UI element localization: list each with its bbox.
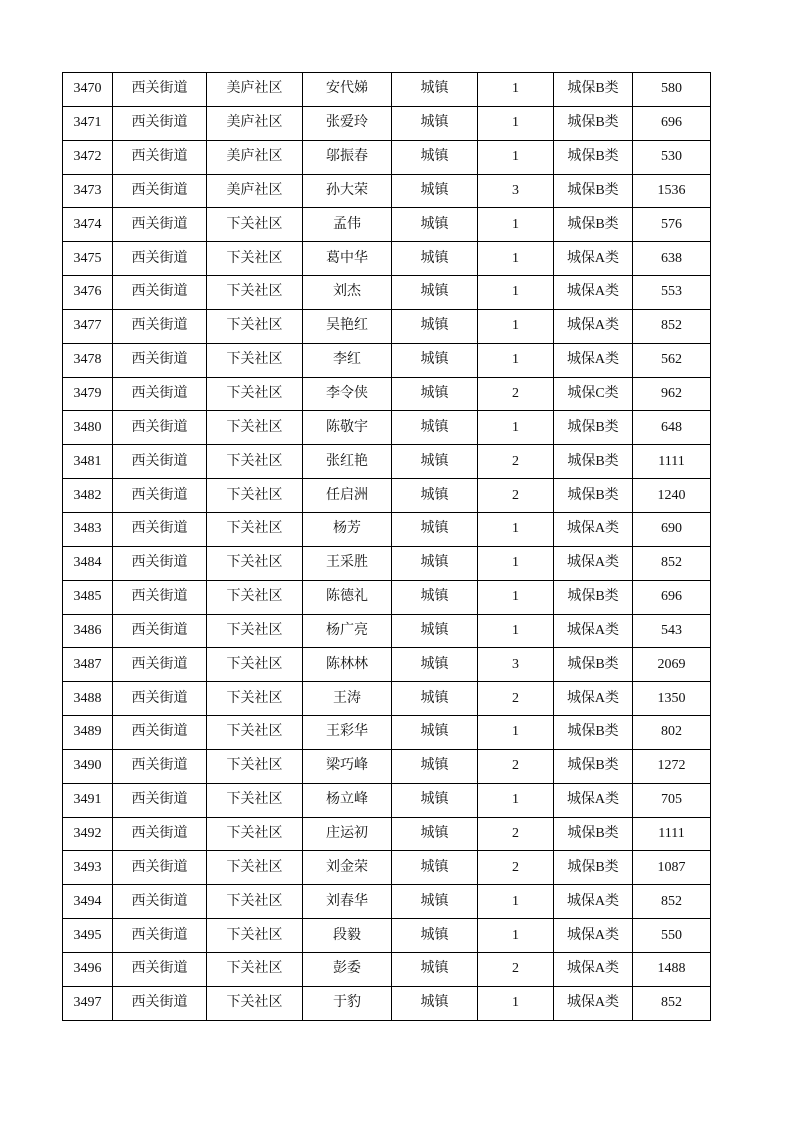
cell-household-type: 城镇	[392, 919, 478, 953]
cell-row-id: 3475	[63, 242, 113, 276]
cell-amount: 562	[633, 343, 711, 377]
cell-category: 城保A类	[554, 614, 633, 648]
cell-community: 下关社区	[207, 885, 303, 919]
table-row	[63, 343, 711, 377]
cell-person-count: 1	[478, 580, 554, 614]
cell-name: 彭委	[303, 952, 392, 986]
cell-community: 美庐社区	[207, 174, 303, 208]
cell-row-id: 3477	[63, 309, 113, 343]
table-row	[63, 106, 711, 140]
cell-community: 下关社区	[207, 682, 303, 716]
table-row	[63, 682, 711, 716]
cell-household-type: 城镇	[392, 276, 478, 310]
cell-community: 美庐社区	[207, 73, 303, 107]
cell-household-type: 城镇	[392, 648, 478, 682]
cell-row-id: 3488	[63, 682, 113, 716]
cell-street: 西关街道	[113, 411, 207, 445]
cell-person-count: 1	[478, 546, 554, 580]
cell-amount: 580	[633, 73, 711, 107]
cell-street: 西关街道	[113, 512, 207, 546]
cell-community: 下关社区	[207, 851, 303, 885]
cell-category: 城保C类	[554, 377, 633, 411]
cell-name: 王涛	[303, 682, 392, 716]
cell-community: 下关社区	[207, 479, 303, 513]
cell-category: 城保B类	[554, 648, 633, 682]
cell-street: 西关街道	[113, 309, 207, 343]
cell-name: 王彩华	[303, 716, 392, 750]
cell-category: 城保A类	[554, 546, 633, 580]
cell-household-type: 城镇	[392, 445, 478, 479]
cell-person-count: 1	[478, 783, 554, 817]
cell-street: 西关街道	[113, 986, 207, 1020]
cell-row-id: 3470	[63, 73, 113, 107]
cell-row-id: 3483	[63, 512, 113, 546]
cell-household-type: 城镇	[392, 885, 478, 919]
cell-street: 西关街道	[113, 885, 207, 919]
cell-street: 西关街道	[113, 242, 207, 276]
cell-amount: 1488	[633, 952, 711, 986]
cell-street: 西关街道	[113, 851, 207, 885]
table-row	[63, 73, 711, 107]
table-row	[63, 208, 711, 242]
cell-row-id: 3486	[63, 614, 113, 648]
cell-category: 城保A类	[554, 343, 633, 377]
cell-amount: 543	[633, 614, 711, 648]
cell-household-type: 城镇	[392, 73, 478, 107]
cell-name: 安代娣	[303, 73, 392, 107]
table-row	[63, 749, 711, 783]
cell-household-type: 城镇	[392, 208, 478, 242]
table-row	[63, 885, 711, 919]
cell-street: 西关街道	[113, 208, 207, 242]
cell-street: 西关街道	[113, 479, 207, 513]
cell-category: 城保B类	[554, 817, 633, 851]
cell-community: 下关社区	[207, 512, 303, 546]
cell-amount: 852	[633, 885, 711, 919]
cell-category: 城保A类	[554, 952, 633, 986]
cell-household-type: 城镇	[392, 140, 478, 174]
cell-row-id: 3479	[63, 377, 113, 411]
cell-street: 西关街道	[113, 749, 207, 783]
cell-person-count: 2	[478, 479, 554, 513]
cell-street: 西关街道	[113, 343, 207, 377]
cell-amount: 550	[633, 919, 711, 953]
cell-person-count: 1	[478, 885, 554, 919]
cell-street: 西关街道	[113, 682, 207, 716]
cell-community: 下关社区	[207, 952, 303, 986]
cell-name: 庄运初	[303, 817, 392, 851]
cell-household-type: 城镇	[392, 479, 478, 513]
cell-household-type: 城镇	[392, 783, 478, 817]
cell-category: 城保B类	[554, 208, 633, 242]
cell-category: 城保B类	[554, 479, 633, 513]
cell-name: 王采胜	[303, 546, 392, 580]
cell-amount: 852	[633, 986, 711, 1020]
cell-amount: 962	[633, 377, 711, 411]
cell-category: 城保A类	[554, 682, 633, 716]
cell-amount: 1536	[633, 174, 711, 208]
table-row	[63, 648, 711, 682]
cell-household-type: 城镇	[392, 242, 478, 276]
cell-household-type: 城镇	[392, 817, 478, 851]
cell-row-id: 3474	[63, 208, 113, 242]
cell-name: 梁巧峰	[303, 749, 392, 783]
cell-amount: 1272	[633, 749, 711, 783]
cell-person-count: 3	[478, 174, 554, 208]
cell-name: 陈林林	[303, 648, 392, 682]
cell-community: 下关社区	[207, 546, 303, 580]
cell-household-type: 城镇	[392, 411, 478, 445]
cell-person-count: 1	[478, 716, 554, 750]
cell-row-id: 3492	[63, 817, 113, 851]
cell-street: 西关街道	[113, 546, 207, 580]
cell-community: 美庐社区	[207, 106, 303, 140]
cell-amount: 648	[633, 411, 711, 445]
cell-category: 城保A类	[554, 986, 633, 1020]
cell-household-type: 城镇	[392, 106, 478, 140]
cell-person-count: 2	[478, 817, 554, 851]
cell-person-count: 2	[478, 952, 554, 986]
cell-row-id: 3497	[63, 986, 113, 1020]
cell-category: 城保A类	[554, 512, 633, 546]
cell-row-id: 3471	[63, 106, 113, 140]
cell-person-count: 1	[478, 208, 554, 242]
table-row	[63, 445, 711, 479]
cell-street: 西关街道	[113, 140, 207, 174]
cell-row-id: 3494	[63, 885, 113, 919]
cell-name: 杨立峰	[303, 783, 392, 817]
cell-person-count: 1	[478, 106, 554, 140]
cell-amount: 576	[633, 208, 711, 242]
cell-name: 张爱玲	[303, 106, 392, 140]
cell-row-id: 3473	[63, 174, 113, 208]
cell-community: 下关社区	[207, 648, 303, 682]
cell-community: 下关社区	[207, 276, 303, 310]
cell-category: 城保B类	[554, 106, 633, 140]
cell-name: 葛中华	[303, 242, 392, 276]
cell-amount: 696	[633, 580, 711, 614]
cell-person-count: 1	[478, 986, 554, 1020]
cell-household-type: 城镇	[392, 343, 478, 377]
cell-household-type: 城镇	[392, 174, 478, 208]
cell-street: 西关街道	[113, 580, 207, 614]
cell-category: 城保B类	[554, 445, 633, 479]
cell-name: 段毅	[303, 919, 392, 953]
cell-household-type: 城镇	[392, 614, 478, 648]
table-row	[63, 377, 711, 411]
cell-person-count: 1	[478, 276, 554, 310]
cell-street: 西关街道	[113, 783, 207, 817]
cell-row-id: 3496	[63, 952, 113, 986]
cell-category: 城保B类	[554, 140, 633, 174]
cell-street: 西关街道	[113, 648, 207, 682]
cell-name: 陈德礼	[303, 580, 392, 614]
cell-community: 下关社区	[207, 580, 303, 614]
cell-household-type: 城镇	[392, 749, 478, 783]
cell-amount: 638	[633, 242, 711, 276]
cell-category: 城保B类	[554, 73, 633, 107]
table-row	[63, 140, 711, 174]
cell-name: 李令侠	[303, 377, 392, 411]
cell-amount: 852	[633, 309, 711, 343]
table-row	[63, 309, 711, 343]
table-row	[63, 276, 711, 310]
cell-amount: 705	[633, 783, 711, 817]
cell-amount: 553	[633, 276, 711, 310]
cell-row-id: 3472	[63, 140, 113, 174]
cell-row-id: 3476	[63, 276, 113, 310]
cell-household-type: 城镇	[392, 546, 478, 580]
cell-amount: 1087	[633, 851, 711, 885]
cell-row-id: 3487	[63, 648, 113, 682]
cell-name: 陈敬宇	[303, 411, 392, 445]
cell-household-type: 城镇	[392, 512, 478, 546]
table-row	[63, 986, 711, 1020]
cell-name: 刘杰	[303, 276, 392, 310]
cell-community: 下关社区	[207, 614, 303, 648]
table-row	[63, 479, 711, 513]
cell-community: 下关社区	[207, 817, 303, 851]
cell-category: 城保A类	[554, 276, 633, 310]
table-row	[63, 174, 711, 208]
table-row	[63, 580, 711, 614]
cell-amount: 1240	[633, 479, 711, 513]
cell-person-count: 1	[478, 73, 554, 107]
cell-street: 西关街道	[113, 106, 207, 140]
table-row	[63, 546, 711, 580]
cell-amount: 530	[633, 140, 711, 174]
cell-community: 下关社区	[207, 445, 303, 479]
cell-community: 下关社区	[207, 783, 303, 817]
cell-person-count: 2	[478, 445, 554, 479]
cell-person-count: 1	[478, 140, 554, 174]
cell-row-id: 3482	[63, 479, 113, 513]
cell-community: 下关社区	[207, 343, 303, 377]
cell-community: 下关社区	[207, 716, 303, 750]
cell-name: 吴艳红	[303, 309, 392, 343]
table-row	[63, 919, 711, 953]
cell-street: 西关街道	[113, 817, 207, 851]
cell-person-count: 1	[478, 242, 554, 276]
cell-name: 李红	[303, 343, 392, 377]
cell-person-count: 1	[478, 343, 554, 377]
cell-amount: 1111	[633, 445, 711, 479]
cell-row-id: 3480	[63, 411, 113, 445]
cell-household-type: 城镇	[392, 851, 478, 885]
cell-category: 城保A类	[554, 919, 633, 953]
cell-name: 任启洲	[303, 479, 392, 513]
table-row	[63, 411, 711, 445]
cell-street: 西关街道	[113, 919, 207, 953]
cell-name: 杨广亮	[303, 614, 392, 648]
cell-street: 西关街道	[113, 614, 207, 648]
cell-community: 下关社区	[207, 411, 303, 445]
table-row	[63, 783, 711, 817]
cell-person-count: 1	[478, 512, 554, 546]
cell-category: 城保A类	[554, 783, 633, 817]
cell-row-id: 3485	[63, 580, 113, 614]
cell-street: 西关街道	[113, 276, 207, 310]
cell-name: 于豹	[303, 986, 392, 1020]
cell-amount: 802	[633, 716, 711, 750]
cell-category: 城保B类	[554, 580, 633, 614]
cell-name: 孟伟	[303, 208, 392, 242]
table-row	[63, 851, 711, 885]
cell-person-count: 2	[478, 749, 554, 783]
cell-name: 邬振春	[303, 140, 392, 174]
cell-community: 下关社区	[207, 749, 303, 783]
cell-amount: 2069	[633, 648, 711, 682]
cell-category: 城保B类	[554, 749, 633, 783]
cell-household-type: 城镇	[392, 580, 478, 614]
cell-community: 下关社区	[207, 309, 303, 343]
cell-household-type: 城镇	[392, 716, 478, 750]
cell-street: 西关街道	[113, 952, 207, 986]
cell-household-type: 城镇	[392, 682, 478, 716]
cell-category: 城保B类	[554, 411, 633, 445]
cell-name: 张红艳	[303, 445, 392, 479]
cell-row-id: 3490	[63, 749, 113, 783]
cell-person-count: 1	[478, 411, 554, 445]
cell-row-id: 3478	[63, 343, 113, 377]
cell-household-type: 城镇	[392, 309, 478, 343]
cell-amount: 852	[633, 546, 711, 580]
cell-category: 城保A类	[554, 309, 633, 343]
cell-category: 城保B类	[554, 174, 633, 208]
cell-row-id: 3495	[63, 919, 113, 953]
cell-row-id: 3491	[63, 783, 113, 817]
cell-street: 西关街道	[113, 174, 207, 208]
cell-person-count: 3	[478, 648, 554, 682]
cell-person-count: 1	[478, 919, 554, 953]
cell-person-count: 1	[478, 614, 554, 648]
cell-community: 下关社区	[207, 919, 303, 953]
table-row	[63, 614, 711, 648]
cell-street: 西关街道	[113, 716, 207, 750]
cell-amount: 1350	[633, 682, 711, 716]
table-row	[63, 952, 711, 986]
cell-street: 西关街道	[113, 445, 207, 479]
table-row	[63, 242, 711, 276]
cell-street: 西关街道	[113, 73, 207, 107]
cell-household-type: 城镇	[392, 377, 478, 411]
cell-category: 城保A类	[554, 885, 633, 919]
cell-household-type: 城镇	[392, 986, 478, 1020]
cell-category: 城保A类	[554, 242, 633, 276]
cell-street: 西关街道	[113, 377, 207, 411]
cell-category: 城保B类	[554, 716, 633, 750]
cell-community: 下关社区	[207, 986, 303, 1020]
cell-community: 下关社区	[207, 208, 303, 242]
cell-person-count: 1	[478, 309, 554, 343]
cell-row-id: 3489	[63, 716, 113, 750]
cell-community: 下关社区	[207, 377, 303, 411]
table-row	[63, 817, 711, 851]
cell-person-count: 2	[478, 377, 554, 411]
cell-category: 城保B类	[554, 851, 633, 885]
cell-name: 刘春华	[303, 885, 392, 919]
cell-row-id: 3493	[63, 851, 113, 885]
benefits-roster-table	[62, 72, 711, 1021]
cell-amount: 690	[633, 512, 711, 546]
cell-name: 孙大荣	[303, 174, 392, 208]
table-row	[63, 716, 711, 750]
cell-name: 刘金荣	[303, 851, 392, 885]
cell-amount: 696	[633, 106, 711, 140]
table-body	[63, 73, 711, 1021]
cell-person-count: 2	[478, 851, 554, 885]
cell-household-type: 城镇	[392, 952, 478, 986]
cell-community: 美庐社区	[207, 140, 303, 174]
cell-person-count: 2	[478, 682, 554, 716]
cell-amount: 1111	[633, 817, 711, 851]
cell-row-id: 3484	[63, 546, 113, 580]
cell-name: 杨芳	[303, 512, 392, 546]
table-row	[63, 512, 711, 546]
cell-community: 下关社区	[207, 242, 303, 276]
cell-row-id: 3481	[63, 445, 113, 479]
